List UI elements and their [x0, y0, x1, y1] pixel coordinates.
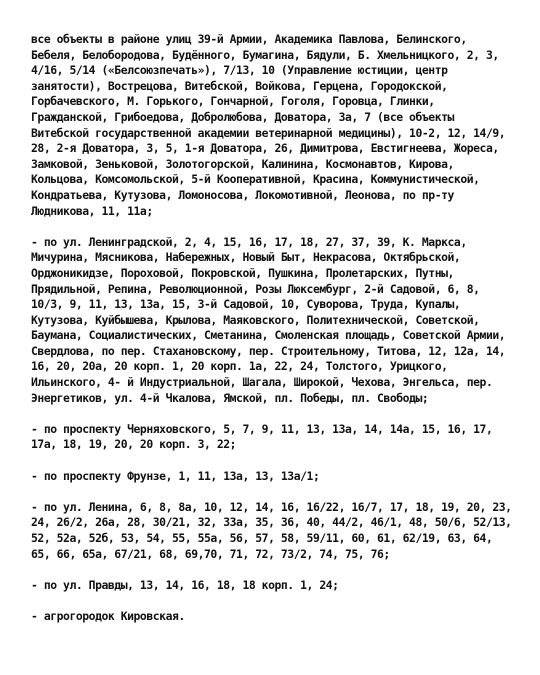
- paragraph-streets-general: все объекты в районе улиц 39-й Армии, Академика Павлова, Белинского, Бебеля, Белобородова, Будённого, Бумагина, Бядули, Б. Хмельницкого, 2, 3, 4/16, 5/14 («Белсоюзпечать»), 7/13, 10 (Управление юстиции, центр занятости), Вострецова, Витебской, Войкова, Герцена, Городокской, Горбачевского, М. Горького, Гончарной, Гоголя, Горовца, Глинки, Гражданской, Грибоедова, Добролюбова, Доватора, 3а, 7 (все объекты Витебской государственной академии ветеринарной медицины), 10-2, 12, 14/9, 28, 2-я Доватора, 3, 5, 1-я Доватора, 26, Димитрова, Евстигнеева, Жореса, Замковой, Зеньковой, Золотогорской, Калинина, Космонавтов, Кирова, Кольцова, Комсомольской, 5-й Кооперативной, Красина, Коммунистической, Кондратьева, Кутузова, Ломоносова, Локомотивной, Леонова, по пр-ту Людникова, 11, 11а;: [31, 32, 506, 218]
- paragraph-agrogorodok: - агрогородок Кировская.: [31, 608, 185, 623]
- paragraph-frunze: - по проспекту Фрунзе, 1, 11, 13а, 13, 13а/1;: [31, 468, 320, 483]
- paragraph-pravdy: - по ул. Правды, 13, 14, 16, 18, 18 корп. 1, 24;: [31, 577, 339, 592]
- paragraph-chernyakhovskogo: - по проспекту Черняховского, 5, 7, 9, 11, 13, 13а, 14, 14а, 15, 16, 17, 17а, 18, 19, 20, 20 корп. 3, 22;: [31, 421, 493, 452]
- paragraph-leningradskaya: - по ул. Ленинградской, 2, 4, 15, 16, 17, 18, 27, 37, 39, К. Маркса, Мичурина, Мясникова, Набережных, Новый Быт, Некрасова, Октябрьской, Орджоникидзе, Пороховой, Покровской, Пушкина, Пролетарских, Путны, Прядильной, Репина, Революционной, Розы Люксембург, 2-й Садовой, 6, 8, 10/3, 9, 11, 13, 13а, 15, 3-й Садовой, 10, Суворова, Труда, Купалы, Кутузова, Куйбышева, Крылова, Маяковского, Политехнической, Советской, Баумана, Социалистических, Сметанина, Смоленская площадь, Советской Армии, Свердлова, по пер. Стахановскому, пер. Строительному, Титова, 12, 12а, 14, 16, 20, 20а, 20 корп. 1, 20 корп. 1а, 22, 24, Толстого, Урицкого, Ильинского, 4- й Индустриальной, Шагала, Широкой, Чехова, Энгельса, пер. Энергетиков, ул. 4-й Чкалова, Ямской, пл. Победы, пл. Свободы;: [31, 234, 506, 405]
- paragraph-lenina: - по ул. Ленина, 6, 8, 8а, 10, 12, 14, 16, 16/22, 16/7, 17, 18, 19, 20, 23, 24, 26/2, 26а, 28, 30/21, 32, 33а, 35, 36, 40, 44/2, 46/1, 48, 50/6, 52/13, 52, 52а, 52б, 53, 54, 55, 55а, 56, 57, 58, 59/11, 60, 61, 62/19, 63, 64, 65, 66, 65а, 67/21, 68, 69,70, 71, 72, 73/2, 74, 75, 76;: [31, 499, 512, 561]
- document-body: [31, 32, 513, 625]
